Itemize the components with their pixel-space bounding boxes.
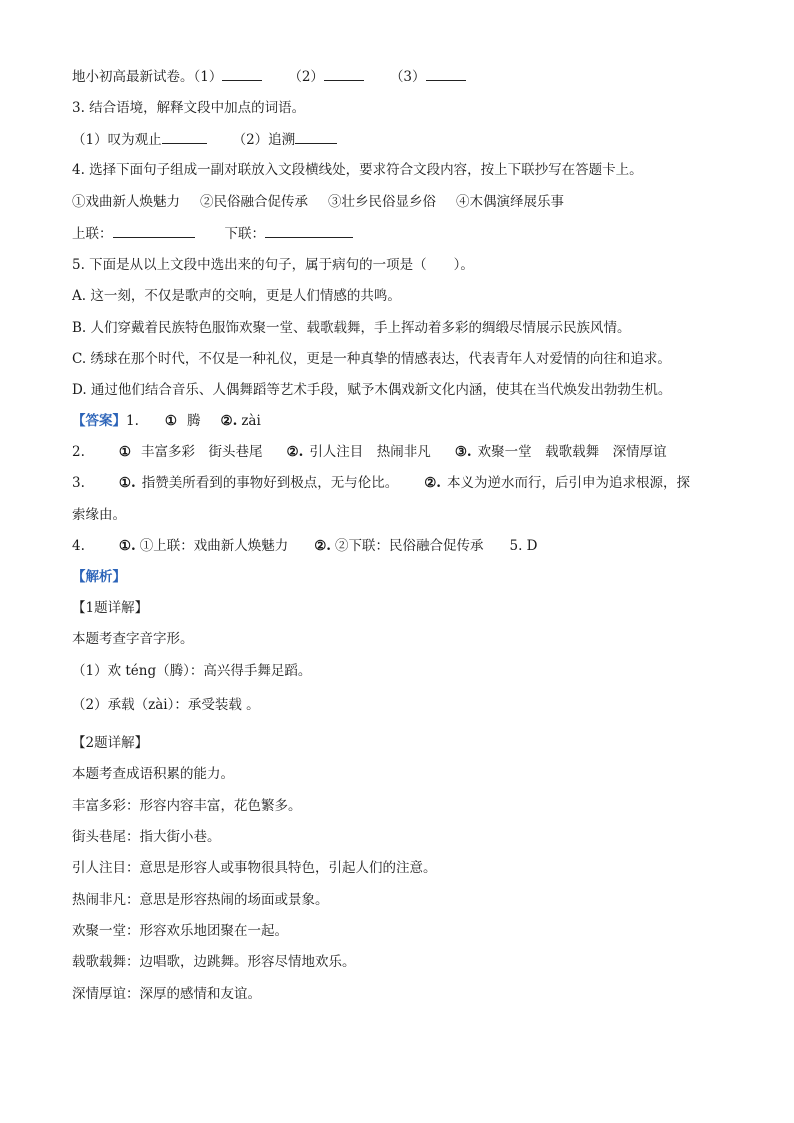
blank-3[interactable] [426, 66, 466, 81]
blank-label-1: （1） [193, 69, 223, 85]
q4-option-1: ①戏曲新人焕魅力 [72, 194, 180, 210]
q4-option-4: ④木偶演绎展乐事 [456, 194, 564, 210]
q3-blanks [72, 129, 734, 150]
answer-2-marker-ii: ②. [286, 444, 304, 460]
answer-1-text-ii: zài [241, 413, 261, 429]
answer-2-text-i: 丰富多彩 街头巷尾 [141, 444, 263, 460]
analysis-section-1-line-2: （2）承载（zài）：承受装载 。 [72, 697, 260, 713]
analysis-tag: 【解析】 [72, 569, 126, 585]
answer-1-marker-i: ① [164, 413, 177, 429]
q2-answer-blanks [72, 66, 734, 87]
answer-line-2 [72, 442, 734, 462]
q4-option-3: ③壮乡民俗显乡俗 [328, 194, 436, 210]
answer-line-1 [72, 411, 734, 431]
answer-3-text-i: 指赞美所看到的事物好到极点，无与伦比。 [141, 475, 399, 491]
answer-3-marker-ii: ②. [424, 475, 442, 491]
analysis-section-1-intro: 本题考查字音字形。 [72, 631, 194, 647]
answer-5: 5. D [509, 538, 538, 554]
q4-lower-blank[interactable] [265, 223, 353, 238]
q3-part-1: （1）叹为观止 [72, 132, 162, 148]
answer-4-marker-i: ①. [118, 538, 136, 554]
answer-2-marker-iii: ③. [454, 444, 472, 460]
answer-4-text-ii: ②下联：民俗融合促传承 [335, 538, 484, 554]
q4-option-2: ②民俗融合促传承 [200, 194, 308, 210]
answer-1-marker-ii: ②. [220, 413, 238, 429]
analysis-section-2-line-2: 街头巷尾：指大街小巷。 [72, 829, 221, 845]
answer-tag: 【答案】 [72, 413, 126, 429]
q5-option-c: C. 绣球在那个时代，不仅是一种礼仪，更是一种真挚的情感表达，代表青年人对爱情的向往和追求。 [72, 351, 671, 367]
analysis-section-1-heading: 【1题详解】 [72, 600, 149, 616]
q5-option-a: A. 这一刻，不仅是歌声的交响，更是人们情感的共鸣。 [72, 288, 401, 304]
analysis-section-2-line-1: 丰富多彩：形容内容丰富，花色繁多。 [72, 798, 302, 814]
analysis-section-2-line-7: 深情厚谊：深厚的感情和友谊。 [72, 986, 261, 1002]
answer-line-3 [72, 473, 734, 493]
answer-2-marker-i: ① [118, 444, 131, 460]
analysis-section-2-line-4: 热闹非凡：意思是形容热闹的场面或景象。 [72, 892, 329, 908]
analysis-section-2-line-6: 载歌载舞：边唱歌，边跳舞。形容尽情地欢乐。 [72, 954, 356, 970]
blank-label-2: （2） [288, 69, 324, 85]
answer-3-num: 3. [72, 475, 85, 491]
blank-1[interactable] [222, 66, 262, 81]
answer-4-text-i: ①上联：戏曲新人焕魅力 [139, 538, 289, 554]
analysis-section-2-line-5: 欢聚一堂：形容欢乐地团聚在一起。 [72, 923, 288, 939]
q2-tail-text: 地小初高最新试卷。 [72, 69, 194, 85]
q5-title: 5. 下面是从以上文段中选出来的句子，属于病句的一项是（ ）。 [72, 257, 474, 273]
q4-upper-label: 上联： [72, 226, 113, 242]
answer-4-num: 4. [72, 538, 85, 554]
q4-options [72, 192, 734, 212]
blank-2[interactable] [324, 66, 364, 81]
q4-upper-blank[interactable] [113, 223, 195, 238]
q4-title: 4. 选择下面句子组成一副对联放入文段横线处，要求符合文段内容，按上下联抄写在答题卡上。 [72, 162, 643, 178]
answer-4-marker-ii: ②. [314, 538, 332, 554]
q5-option-d: D. 通过他们结合音乐、人偶舞蹈等艺术手段，赋予木偶戏新文化内涵，使其在当代焕发出勃勃生机。 [72, 382, 672, 398]
blank-label-3: （3） [389, 69, 426, 85]
answer-2-num: 2. [72, 444, 85, 460]
q4-lower-label: 下联： [224, 226, 265, 242]
answer-line-3-continued: 索缘由。 [72, 507, 126, 523]
answer-2-text-iii: 欢聚一堂 载歌载舞 深情厚谊 [477, 444, 667, 460]
answer-1-text-i: 腾 [187, 413, 201, 429]
analysis-section-2-line-3: 引人注目：意思是形容人或事物很具特色，引起人们的注意。 [72, 860, 437, 876]
answer-1-num: 1. [126, 413, 139, 429]
analysis-section-2-heading: 【2题详解】 [72, 735, 149, 751]
q5-option-b: B. 人们穿戴着民族特色服饰欢聚一堂、载歌载舞，手上挥动着多彩的绸缎尽情展示民族风情。 [72, 320, 631, 336]
q3-blank-1[interactable] [162, 129, 207, 144]
q3-title: 3. 结合语境，解释文段中加点的词语。 [72, 100, 306, 116]
analysis-section-2-intro: 本题考查成语积累的能力。 [72, 766, 234, 782]
answer-line-4 [72, 536, 734, 556]
q3-part-2: （2）追溯 [232, 132, 296, 148]
q3-blank-2[interactable] [295, 129, 337, 144]
answer-2-text-ii: 引人注目 热闹非凡 [309, 444, 431, 460]
q4-couplet-blanks [72, 223, 734, 244]
answer-3-text-ii: 本义为逆水而行，后引申为追求根源，探 [447, 475, 691, 491]
answer-3-marker-i: ①. [118, 475, 136, 491]
analysis-section-1-line-1: （1）欢 téng（腾）：高兴得手舞足蹈。 [72, 663, 312, 679]
